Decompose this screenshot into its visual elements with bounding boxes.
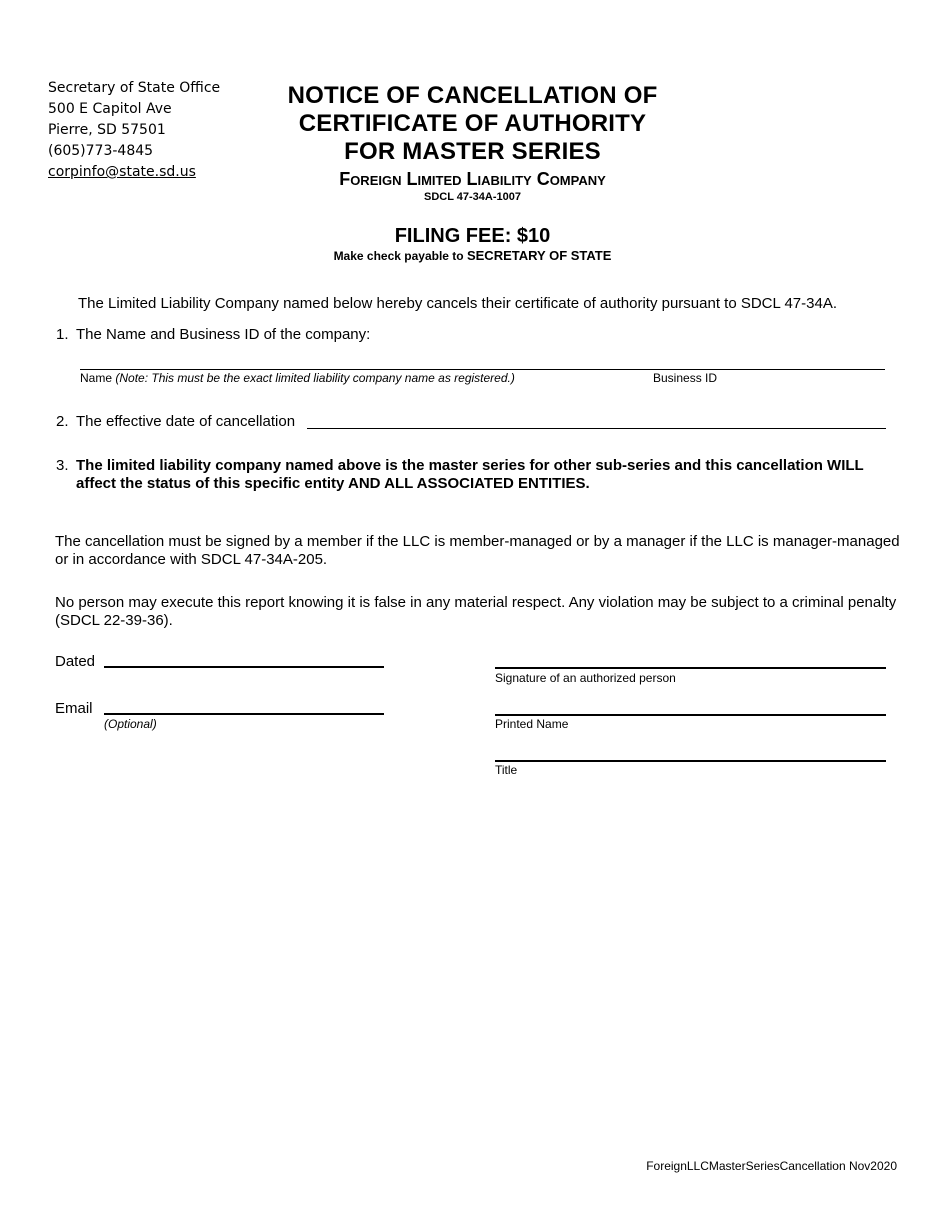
item-3-text: The limited liability company named above is the master series for other sub-series and this cancellation WILL affect the status of this specific entity AND ALL ASSOCIATED ENTITIES. (76, 457, 864, 492)
title-line-1: NOTICE OF CANCELLATION OF (287, 82, 658, 109)
email-optional-note: (Optional) (104, 717, 157, 731)
item-3-number: 3. (56, 457, 69, 474)
payable-prefix: Make check payable to (333, 249, 464, 263)
office-street: 500 E Capitol Ave (48, 101, 172, 117)
email-field[interactable] (104, 713, 384, 715)
form-version-footer: ForeignLLCMasterSeriesCancellation Nov2020 (646, 1159, 897, 1173)
filing-fee: FILING FEE: $10 (394, 225, 551, 247)
name-label: Name (80, 371, 113, 385)
dated-label: Dated (55, 653, 96, 670)
office-email-link[interactable]: corpinfo@state.sd.us (48, 164, 196, 180)
item-1-number: 1. (56, 326, 69, 343)
penalty-statement: No person may execute this report knowing it is false in any material respect. Any violation may be subject to a criminal penalty (SDCL 22-39-36). (55, 594, 897, 629)
signature-field[interactable] (495, 667, 886, 669)
payable-to (250, 248, 695, 264)
signature-label: Signature of an authorized person (495, 671, 676, 685)
item-2 (56, 413, 316, 433)
office-name: Secretary of State Office (48, 80, 221, 96)
company-name-field[interactable] (80, 369, 653, 370)
statute-reference: SDCL 47-34A-1007 (423, 191, 521, 203)
business-id-label: Business ID (653, 371, 718, 385)
title-field[interactable] (495, 760, 886, 762)
office-address-block (48, 78, 220, 183)
item-3 (56, 457, 896, 497)
dated-field[interactable] (104, 666, 384, 668)
item-1-text: The Name and Business ID of the company: (76, 326, 371, 343)
company-name-caption (80, 371, 515, 385)
printed-name-label: Printed Name (495, 717, 569, 731)
title-line-2: CERTIFICATE OF AUTHORITY (298, 110, 647, 137)
item-2-text: The effective date of cancellation (76, 413, 296, 430)
signing-requirement: The cancellation must be signed by a member if the LLC is member-managed or by a manager if the LLC is manager-managed or in accordance with SDCL 47-34A-205. (55, 533, 900, 568)
title-line-3: FOR MASTER SERIES (344, 138, 601, 165)
form-subtitle: Foreign Limited Liability Company (339, 169, 606, 189)
intro-statement: The Limited Liability Company named below hereby cancels their certificate of authority pursuant to SDCL 47-34A. (78, 295, 838, 312)
office-city: Pierre, SD 57501 (48, 122, 166, 138)
printed-name-field[interactable] (495, 714, 886, 716)
item-2-number: 2. (56, 413, 69, 430)
name-note: (Note: This must be the exact limited liability company name as registered.) (115, 371, 515, 385)
effective-date-field[interactable] (307, 428, 886, 429)
item-1 (56, 326, 896, 346)
office-phone: (605)773-4845 (48, 143, 154, 159)
email-label: Email (55, 700, 93, 717)
title-label: Title (495, 763, 518, 777)
payable-recipient: SECRETARY OF STATE (466, 248, 612, 263)
form-header (250, 82, 695, 264)
business-id-field[interactable] (653, 369, 885, 370)
